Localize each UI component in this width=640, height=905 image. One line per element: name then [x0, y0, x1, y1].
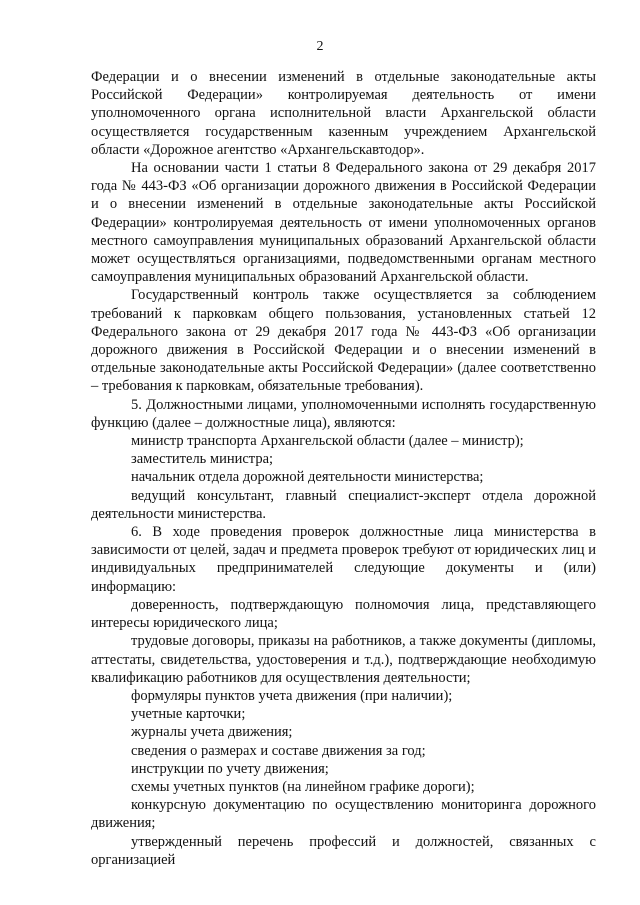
list-item-journals: журналы учета движения; [131, 724, 293, 741]
document-body [91, 68, 596, 869]
list-item-power-of-attorney: доверенность, подтверждающую полномочия лица, представляющего интересы юридического лица; [91, 596, 596, 632]
paragraph-item-5: 5. Должностными лицами, уполномоченными исполнять государственную функцию (далее – должностные лица), являются: [91, 396, 596, 431]
paragraph-item-6: 6. В ходе проведения проверок должностные лица министерства в зависимости от целей, задач и предмета проверок требуют от юридических лиц и индивидуальных предпринимателей следующие документы и (или) информацию: [91, 524, 596, 595]
list-item-forms: формуляры пунктов учета движения (при наличии); [131, 687, 453, 704]
list-item-tender-docs: конкурсную документацию по осуществлению мониторинга дорожного движения; [91, 797, 596, 832]
list-item-department-head: начальник отдела дорожной деятельности министерства; [131, 469, 484, 486]
list-item-minister: министр транспорта Архангельской области (далее – министр); [131, 433, 524, 450]
page-number: 2 [316, 39, 324, 54]
paragraph-parking-control: Государственный контроль также осуществляется за соблюдением требований к парковкам общего пользования, установленных статьей 12 Федерального закона от 29 декабря 2017 года № 443-ФЗ «Об организации дорожного движения в Российской Федерации и о внесении изменений в отдельные законодательные акты Российской Федерации» (далее соответственно – требования к парковкам, обязательные требования). [91, 287, 596, 395]
list-item-professions: утвержденный перечень профессий и должностей, связанных с организацией [91, 833, 596, 868]
list-item-traffic-data: сведения о размерах и составе движения за год; [131, 742, 426, 759]
paragraph-legal-basis: На основании части 1 статьи 8 Федерального закона от 29 декабря 2017 года № 443-ФЗ «Об организации дорожного движения в Российской Федерации и о внесении изменений в отдельные законодательные акты Российской Федерации» контролируемая деятельность от имени уполномоченных органов местного самоуправления муниципальных образований Архангельской области может осуществляться организациями, подведомственными органам местного самоуправления муниципальных образований Архангельской области. [91, 160, 596, 286]
list-item-employment-contracts: трудовые договоры, приказы на работников, а также документы (дипломы, аттестаты, свидетельства, удостоверения и т.д.), подтверждающие необходимую квалификацию работников для осуществления деятельности; [91, 633, 596, 686]
list-item-schemes: схемы учетных пунктов (на линейном графике дороги); [131, 778, 475, 795]
list-item-deputy-minister: заместитель министра; [131, 451, 274, 468]
list-item-cards: учетные карточки; [131, 706, 246, 723]
list-item-instructions: инструкции по учету движения; [131, 760, 329, 777]
paragraph-continuation: Федерации и о внесении изменений в отдельные законодательные акты Российской Федерации» контролируемая деятельность от имени уполномоченного органа исполнительной власти Архангельской области осуществляется государственным казенным учреждением Архангельской области «Дорожное агентство «Архангельскавтодор». [91, 69, 596, 158]
list-item-consultant: ведущий консультант, главный специалист-эксперт отдела дорожной деятельности министерства. [91, 487, 596, 522]
